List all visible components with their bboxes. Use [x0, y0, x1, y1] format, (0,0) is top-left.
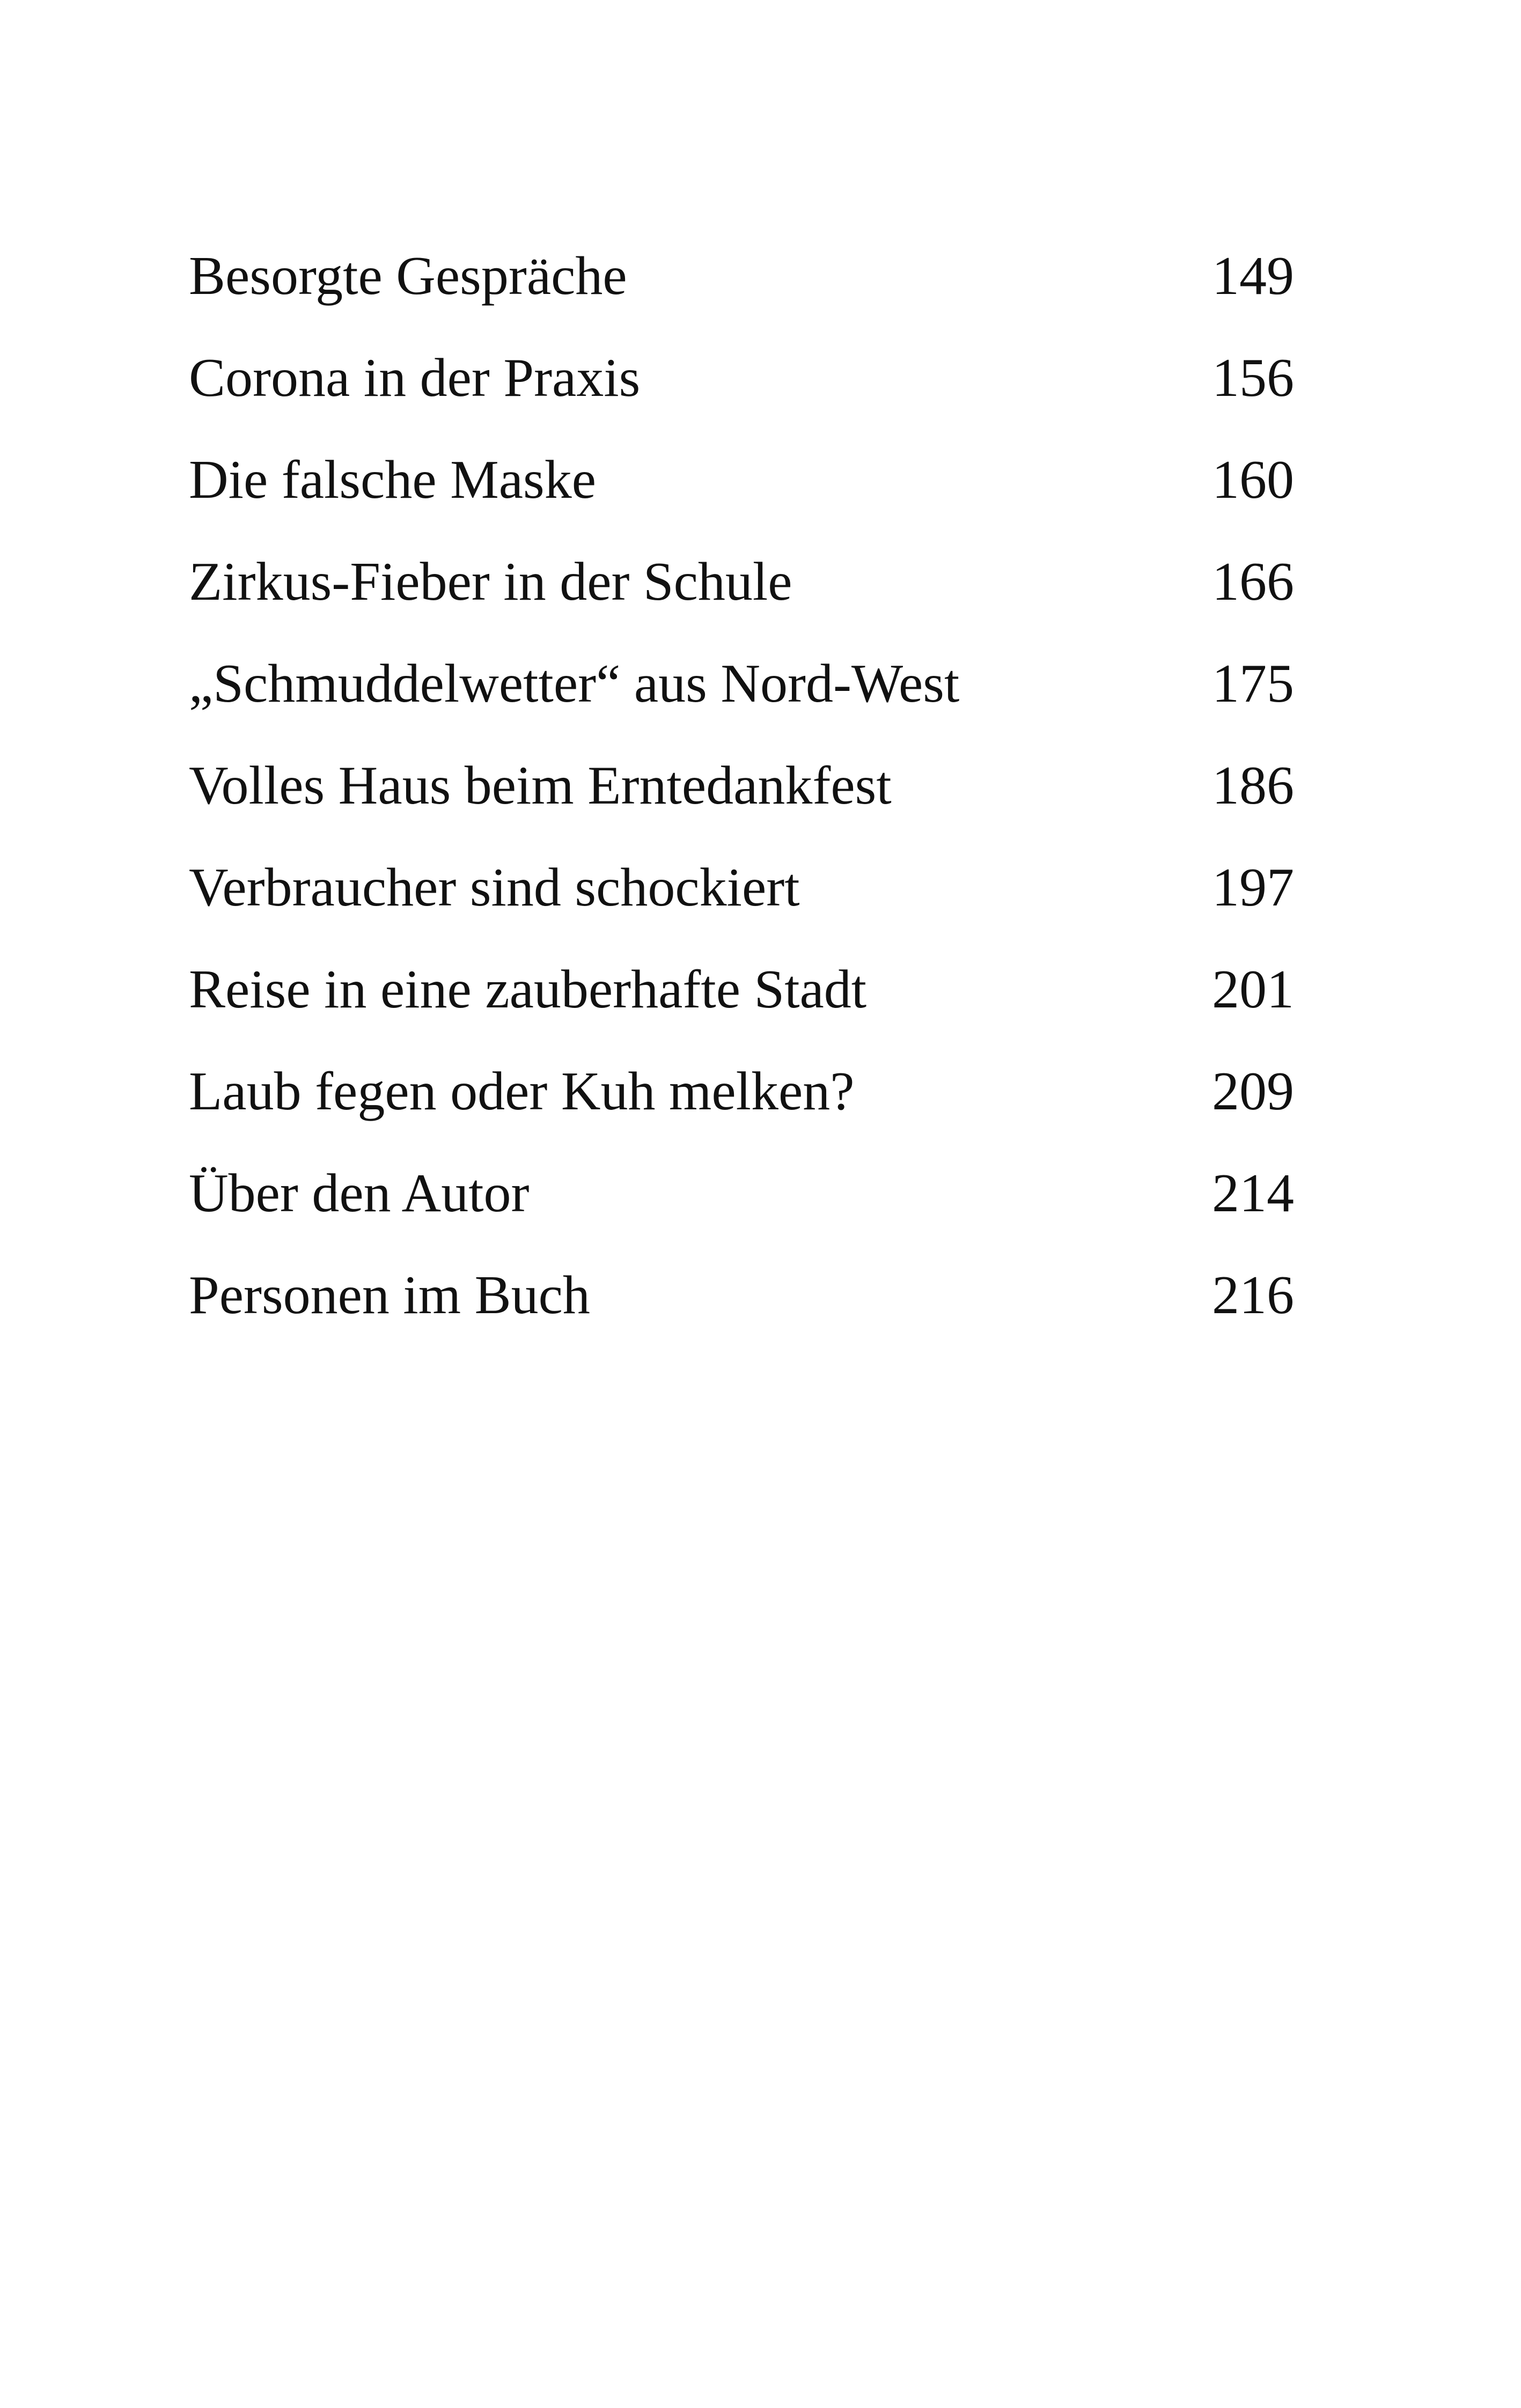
toc-entry-page: 201 — [1212, 959, 1294, 1020]
toc-entry — [189, 335, 1294, 437]
toc-entry — [189, 845, 1294, 947]
toc-entry — [189, 1151, 1294, 1253]
toc-entry-title: „Schmuddelwetter“ aus Nord-West — [189, 653, 960, 714]
toc-entry-title: Volles Haus beim Erntedankfest — [189, 755, 892, 816]
toc-entry-title: Personen im Buch — [189, 1265, 590, 1325]
toc-entry-title: Besorgte Gespräche — [189, 246, 627, 306]
toc-entry-page: 186 — [1212, 755, 1294, 816]
toc-entry-page: 214 — [1212, 1163, 1294, 1224]
toc-entry-title: Die falsche Maske — [189, 450, 597, 510]
toc-entry-title: Verbraucher sind schockiert — [189, 857, 800, 918]
toc-entry-title: Corona in der Praxis — [189, 348, 641, 408]
toc-entry — [189, 947, 1294, 1049]
toc-entry-title: Reise in eine zauberhafte Stadt — [189, 959, 867, 1020]
toc-entry-page: 216 — [1212, 1265, 1294, 1325]
toc-entry-page: 156 — [1212, 348, 1294, 408]
table-of-contents — [189, 233, 1294, 1354]
toc-entry-page: 160 — [1212, 450, 1294, 510]
toc-entry — [189, 437, 1294, 539]
toc-entry-title: Über den Autor — [189, 1163, 530, 1224]
toc-entry-page: 166 — [1212, 551, 1294, 612]
toc-entry — [189, 641, 1294, 743]
toc-entry-title: Laub fegen oder Kuh melken? — [189, 1061, 855, 1122]
toc-entry-page: 175 — [1212, 653, 1294, 714]
toc-entry — [189, 743, 1294, 845]
toc-entry-page: 149 — [1212, 246, 1294, 306]
toc-entry-title: Zirkus-Fieber in der Schule — [189, 551, 792, 612]
toc-entry — [189, 539, 1294, 641]
toc-entry — [189, 233, 1294, 335]
toc-entry-page: 209 — [1212, 1061, 1294, 1122]
toc-entry — [189, 1253, 1294, 1354]
toc-entry-page: 197 — [1212, 857, 1294, 918]
toc-entry — [189, 1049, 1294, 1151]
